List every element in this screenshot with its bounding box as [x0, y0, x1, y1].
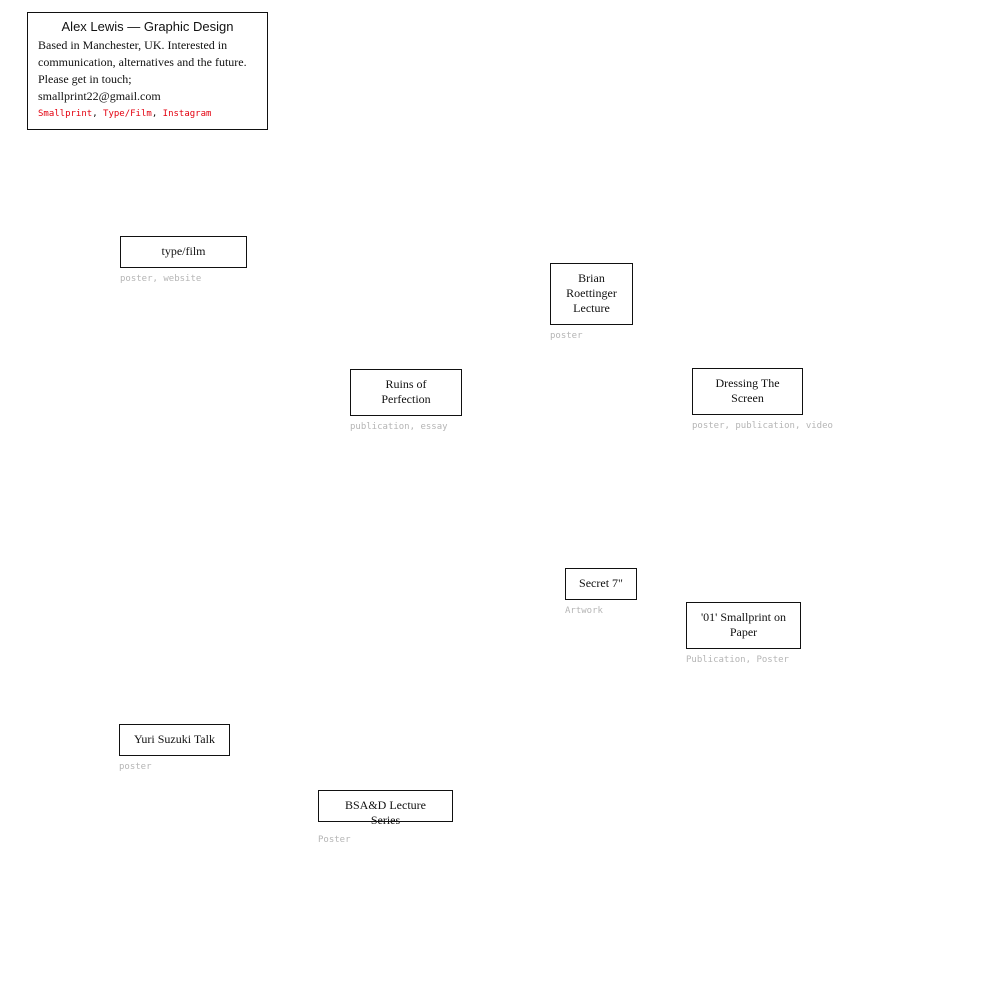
project-tags — [550, 330, 633, 342]
tag-link[interactable]: publication — [735, 421, 795, 431]
tag-link[interactable]: website — [163, 274, 202, 284]
project-tags: poster, publication, video — [692, 421, 833, 431]
project-title-button[interactable]: '01' Smallprint on Paper — [686, 602, 801, 649]
project-brian-roettinger-lecture — [550, 263, 633, 342]
tag-link[interactable]: poster — [119, 762, 152, 772]
tag-link[interactable]: Poster — [318, 835, 351, 845]
project-tags: poster, website — [120, 274, 202, 284]
tag-link[interactable]: publication — [350, 422, 410, 432]
project-smallprint-on-paper — [686, 602, 801, 666]
project-dressing-the-screen — [692, 368, 833, 432]
project-ruins-of-perfection — [350, 369, 462, 433]
link-type-film[interactable]: Type/Film — [103, 109, 152, 119]
intro-card — [27, 12, 268, 130]
tag-link[interactable]: essay — [420, 422, 448, 432]
intro-links: Smallprint, Type/Film, Instagram — [38, 109, 212, 119]
tag-link[interactable]: poster — [120, 274, 153, 284]
intro-bio: Based in Manchester, UK. Interested in communication, alternatives and the future. Please get in touch; smallprint22@gmail.com — [38, 38, 247, 103]
project-title-button[interactable]: Ruins of Perfection — [350, 369, 462, 416]
project-title-button[interactable]: Brian Roettinger Lecture — [550, 263, 633, 325]
project-title-button[interactable]: Secret 7" — [565, 568, 637, 600]
project-tags — [318, 834, 453, 846]
tag-link[interactable]: poster — [692, 421, 725, 431]
project-tags — [565, 605, 637, 617]
project-bsad-lecture-series — [318, 790, 453, 846]
project-tags — [119, 761, 230, 773]
project-title-button[interactable]: BSA&D Lecture Series — [318, 790, 453, 822]
project-tags: Publication, Poster — [686, 655, 789, 665]
link-instagram[interactable]: Instagram — [162, 109, 212, 119]
project-title-button[interactable]: Dressing The Screen — [692, 368, 803, 415]
project-type-film — [120, 236, 247, 285]
project-tags: publication, essay — [350, 422, 448, 432]
project-secret-7 — [565, 568, 637, 617]
tag-link[interactable]: Publication — [686, 655, 746, 665]
project-title-button[interactable]: type/film — [120, 236, 247, 268]
project-title-button[interactable]: Yuri Suzuki Talk — [119, 724, 230, 756]
project-yuri-suzuki-talk — [119, 724, 230, 773]
link-smallprint[interactable]: Smallprint — [38, 109, 93, 119]
tag-link[interactable]: Artwork — [565, 606, 603, 616]
tag-link[interactable]: poster — [550, 331, 583, 341]
tag-link[interactable]: video — [805, 421, 833, 431]
site-title: Alex Lewis — Graphic Design — [61, 19, 234, 34]
tag-link[interactable]: Poster — [756, 655, 789, 665]
